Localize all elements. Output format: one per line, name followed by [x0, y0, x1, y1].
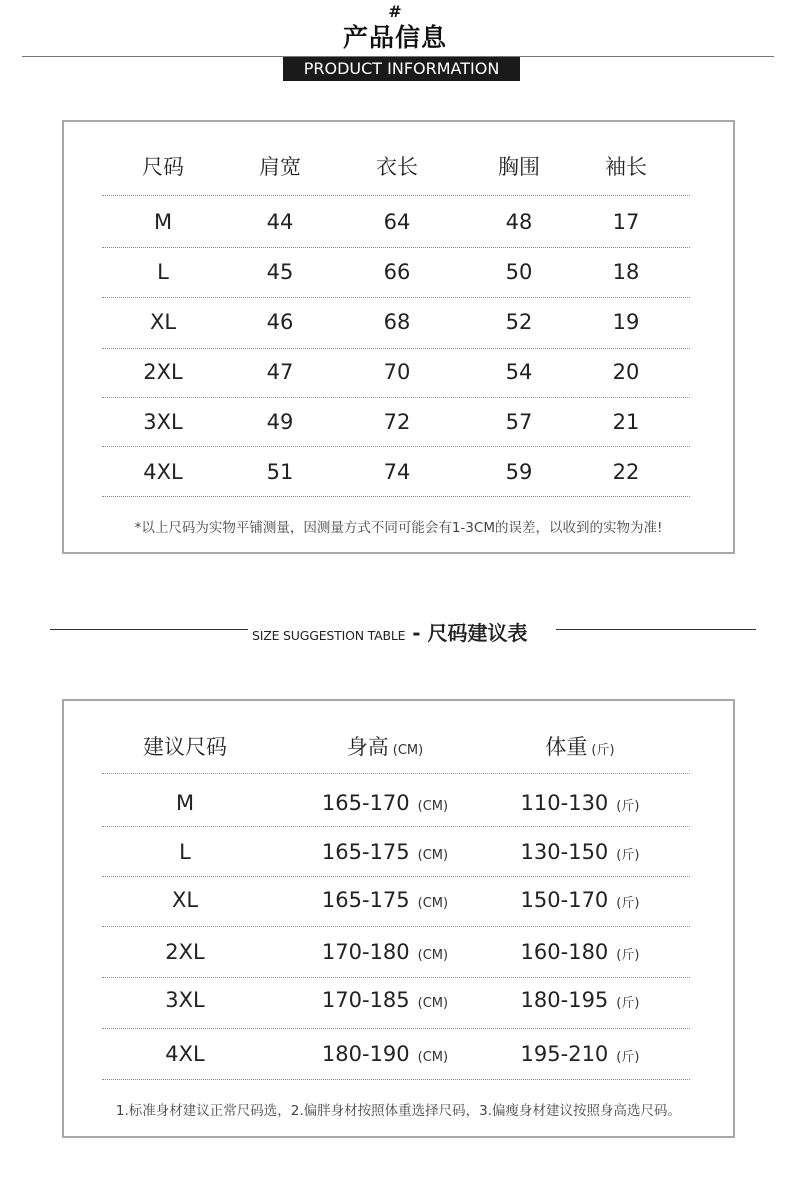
cell-height [290, 888, 480, 912]
cell-weight [490, 988, 670, 1012]
cell-height-value: 165-175 [321, 840, 410, 864]
header-suggested-size [100, 731, 270, 761]
cell-length: 70 [383, 360, 411, 384]
row-divider [102, 348, 690, 349]
size-suggestion-title-en: SIZE SUGGESTION TABLE [252, 628, 406, 643]
cell-sleeve: 19 [612, 310, 640, 334]
title-separator: - [405, 621, 428, 645]
row-divider [102, 247, 690, 248]
cell-sleeve: 18 [612, 260, 640, 284]
cell-chest: 54 [505, 360, 533, 384]
cell-sleeve: 17 [612, 210, 640, 234]
cell-height [290, 1042, 480, 1066]
header-height-unit: (CM) [392, 743, 424, 758]
cell-size: 2XL [165, 940, 205, 964]
cell-weight-unit: (斤) [616, 848, 640, 863]
cell-weight-unit: (斤) [616, 1050, 640, 1065]
size-table-note: *以上尺码为实物平铺测量，因测量方式不同可能会有1-3CM的误差，以收到的实物为准! [134, 520, 663, 536]
page-title: 产品信息 [342, 23, 447, 52]
cell-height-value: 170-180 [321, 940, 410, 964]
cell-size: 3XL [165, 988, 205, 1012]
row-divider [102, 496, 690, 497]
cell-size: L [157, 260, 169, 284]
cell-height-unit: (CM) [417, 848, 449, 863]
cell-chest: 48 [505, 210, 533, 234]
cell-sleeve: 22 [612, 460, 640, 484]
cell-shoulder: 46 [266, 310, 294, 334]
section-rule-right [556, 629, 756, 630]
header-chest: 胸围 [498, 155, 540, 179]
cell-weight-value: 130-150 [520, 840, 609, 864]
header-weight-label: 体重 [545, 735, 588, 759]
size-table-box [62, 120, 735, 554]
cell-weight-unit: (斤) [616, 799, 640, 814]
cell-weight [490, 840, 670, 864]
row-divider [102, 397, 690, 398]
cell-size: 4XL [143, 460, 183, 484]
size-suggestion-title [252, 617, 552, 646]
cell-length: 66 [383, 260, 411, 284]
cell-height [290, 940, 480, 964]
cell-weight [490, 888, 670, 912]
row-divider [102, 195, 690, 196]
cell-height-value: 170-185 [321, 988, 410, 1012]
row-divider [102, 1079, 690, 1080]
header-weight [490, 731, 670, 761]
size-suggestion-box [62, 699, 735, 1138]
cell-shoulder: 45 [266, 260, 294, 284]
cell-weight-unit: (斤) [616, 896, 640, 911]
row-divider [102, 297, 690, 298]
cell-length: 68 [383, 310, 411, 334]
cell-height-unit: (CM) [417, 896, 449, 911]
header-height [290, 731, 480, 761]
cell-height [290, 840, 480, 864]
cell-height [290, 988, 480, 1012]
cell-size: M [175, 791, 195, 815]
cell-shoulder: 44 [266, 210, 294, 234]
cell-length: 74 [383, 460, 411, 484]
cell-shoulder: 51 [266, 460, 294, 484]
header-weight-unit: (斤) [591, 743, 615, 758]
cell-chest: 52 [505, 310, 533, 334]
row-divider [102, 926, 690, 927]
header-length: 衣长 [376, 155, 418, 179]
cell-weight-value: 110-130 [520, 791, 609, 815]
cell-weight [490, 940, 670, 964]
size-suggestion-note: 1.标准身材建议正常尺码选，2.偏胖身材按照体重选择尺码，3.偏瘦身材建议按照身高选尺码。 [115, 1103, 682, 1119]
cell-height-value: 180-190 [321, 1042, 410, 1066]
cell-size: M [153, 210, 173, 234]
cell-size: 3XL [143, 410, 183, 434]
cell-sleeve: 21 [612, 410, 640, 434]
header-suggested-size-label: 建议尺码 [143, 735, 227, 759]
header-height-label: 身高 [346, 735, 389, 759]
cell-height-value: 165-175 [321, 888, 410, 912]
cell-weight-value: 180-195 [520, 988, 609, 1012]
cell-weight-unit: (斤) [616, 996, 640, 1011]
size-suggestion-title-cn: 尺码建议表 [427, 621, 528, 645]
cell-weight-value: 195-210 [520, 1042, 609, 1066]
hash-mark: # [388, 2, 402, 21]
row-divider [102, 773, 690, 774]
cell-size: XL [149, 310, 177, 334]
header-sleeve: 袖长 [605, 155, 647, 179]
header-shoulder: 肩宽 [259, 155, 301, 179]
cell-size: XL [171, 888, 199, 912]
header-size: 尺码 [142, 155, 184, 179]
cell-length: 72 [383, 410, 411, 434]
cell-height-unit: (CM) [417, 1050, 449, 1065]
row-divider [102, 446, 690, 447]
cell-height-unit: (CM) [417, 996, 449, 1011]
cell-shoulder: 49 [266, 410, 294, 434]
cell-size: 2XL [143, 360, 183, 384]
row-divider [102, 977, 690, 978]
cell-sleeve: 20 [612, 360, 640, 384]
cell-weight-unit: (斤) [616, 948, 640, 963]
row-divider [102, 826, 690, 827]
cell-shoulder: 47 [266, 360, 294, 384]
cell-chest: 57 [505, 410, 533, 434]
cell-weight-value: 160-180 [520, 940, 609, 964]
section-rule-left [50, 629, 248, 630]
cell-height-unit: (CM) [417, 799, 449, 814]
product-information-badge: PRODUCT INFORMATION [283, 57, 520, 81]
cell-size: 4XL [165, 1042, 205, 1066]
cell-height-unit: (CM) [417, 948, 449, 963]
cell-height [290, 791, 480, 815]
cell-weight-value: 150-170 [520, 888, 609, 912]
cell-length: 64 [383, 210, 411, 234]
cell-size: L [179, 840, 191, 864]
cell-weight [490, 791, 670, 815]
cell-chest: 50 [505, 260, 533, 284]
cell-weight [490, 1042, 670, 1066]
row-divider [102, 1028, 690, 1029]
cell-height-value: 165-170 [321, 791, 410, 815]
row-divider [102, 876, 690, 877]
cell-chest: 59 [505, 460, 533, 484]
